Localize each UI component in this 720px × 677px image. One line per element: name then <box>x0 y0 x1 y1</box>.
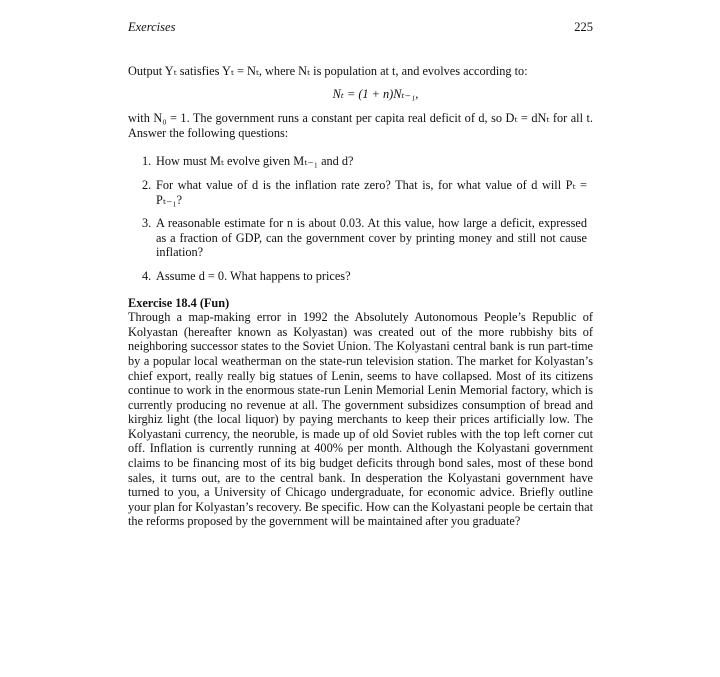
question-number: 3. <box>142 216 152 231</box>
intro-line: Output Yₜ satisfies Yₜ = Nₜ, where Nₜ is population at t, and evolves according to: <box>128 64 528 78</box>
page-number: 225 <box>574 20 593 34</box>
chapter-title: Exercises <box>128 20 176 34</box>
question-list <box>128 154 593 283</box>
page-body <box>128 64 593 529</box>
question-number: 1. <box>142 154 152 169</box>
question-text: Assume d = 0. What happens to prices? <box>156 268 351 283</box>
question-text: How must Mₜ evolve given Mₜ₋₁ and d? <box>156 154 354 169</box>
list-item <box>128 269 593 284</box>
exercise-title: Exercise 18.4 (Fun) <box>128 295 230 310</box>
exercise-body: Through a map-making error in 1992 the Absolutely Autonomous People’s Republic of Kolyastan (hereafter known as Kolyastan) was created out of the more rubbishy bits of neighboring successor states to the Soviet Union. The Kolyastani central bank is run part-time by a popular local weatherman on the state-run television station. The market for Kolyastan’s chief export, really really big statues of Lenin, seems to have collapsed. Most of its citizens continue to work in the enormous state-run Lenin Memorial Lenin Memorial factory, which is currently producing no revenue at all. The government subsidizes consumption of bread and kirghiz light (the local liquor) by paying merchants to keep their prices artificially low. The Kolyastani currency, the neoruble, is made up of old Soviet rubles with the top left corner cut off. Inflation is currently running at 400% per month. Although the Kolyastani government claims to be financing most of its big budget deficits through bond sales, most of these bond sales, it turns out, are to the central bank. In desperation the Kolyastani government have turned to you, a University of Chicago undergraduate, for economic advice. Briefly outline your plan for Kolyastan’s recovery. Be specific. How can the Kolyastani people be certain that the reforms proposed by the government will be maintained after you graduate? <box>128 310 593 529</box>
question-number: 2. <box>142 177 152 192</box>
list-item <box>128 154 593 169</box>
question-text: A reasonable estimate for n is about 0.03. At this value, how large a deficit, expressed as a fraction of GDP, can the government cover by printing money and still not cause inflation? <box>156 216 587 260</box>
running-head <box>128 20 593 36</box>
question-text: For what value of d is the inflation rate zero? That is, for what value of d will Pₜ = Pₜ₋₁? <box>156 177 587 207</box>
population-equation: Nₜ = (1 + n)Nₜ₋₁, <box>332 86 419 101</box>
intro-deficit-paragraph: with N₀ = 1. The government runs a constant per capita real deficit of d, so Dₜ = dNₜ for all t. Answer the following questions: <box>128 111 593 140</box>
list-item <box>128 178 593 207</box>
list-item <box>128 216 593 260</box>
question-number: 4. <box>142 268 152 283</box>
